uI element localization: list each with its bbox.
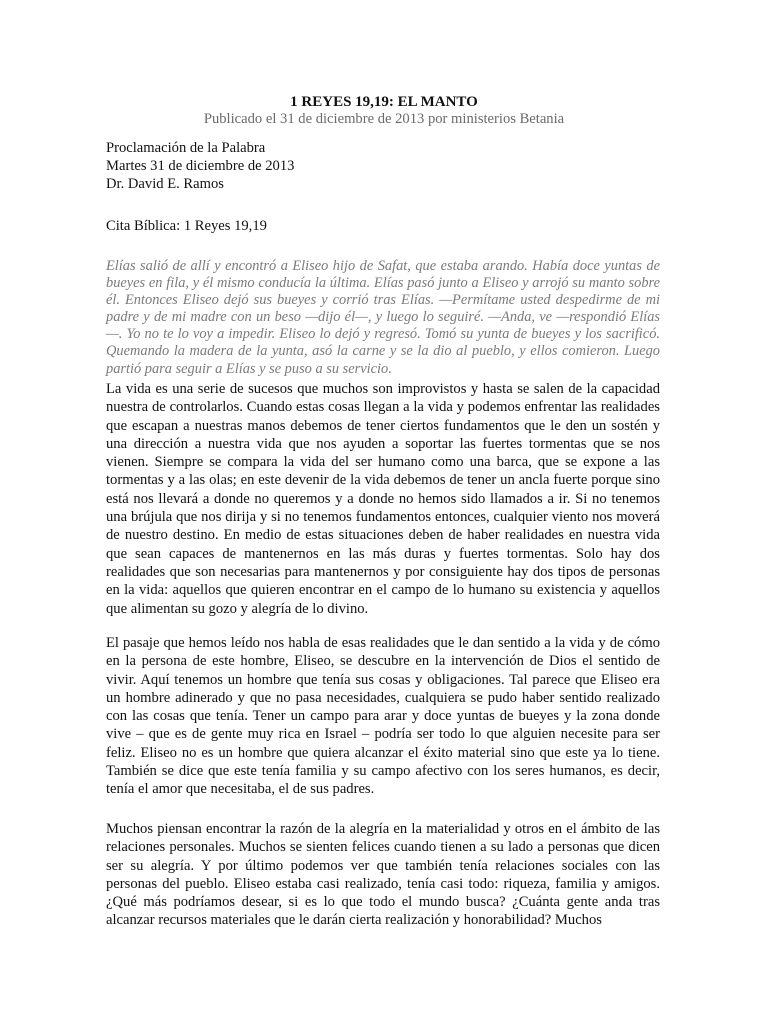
body-paragraph-3: Muchos piensan encontrar la razón de la alegría en la materialidad y otros en el ámbito de las relaciones personales. Muchos se sienten felices cuando tienen a su lado a personas que dicen ser su alegría. Y por último podemos ver que también tenía relaciones sociales con las personas del pueblo. Eliseo estaba casi realizado, tenía casi todo: riqueza, familia y amigos. ¿Qué más podríamos desear, si es lo que todo el mundo busca? ¿Cuánta gente anda tras alcanzar recursos materiales que le darán cierta realización y honorabilidad? Muchos [106, 821, 660, 929]
publication-line: Publicado el 31 de diciembre de 2013 por ministerios Betania [203, 111, 565, 127]
bible-citation: Cita Bíblica: 1 Reyes 19,19 [106, 218, 267, 234]
body-paragraph-2: El pasaje que hemos leído nos habla de esas realidades que le dan sentido a la vida y de cómo en la persona de este hombre, Eliseo, se descubre en la intervención de Dios el sentido de vivir. Aquí tenemos un hombre que tenía sus cosas y obligaciones. Tal parece que Eliseo era un hombre adinerado y que no pasa necesidades, cualquiera se pudo haber sentido realizado con las cosas que tenía. Tener un campo para arar y doce yuntas de bueyes y la zona donde vive – que es de gente muy rica en Israel – podría ser todo lo que alguien necesite para ser feliz. Eliseo no es un hombre que quiera alcanzar el éxito material sino que este ya lo tiene. También se dice que este tenía familia y su campo afectivo con los seres humanos, es decir, tenía el amor que necesitaba, el de sus padres. [106, 635, 660, 798]
body-paragraph-1: La vida es una serie de sucesos que muchos son improvistos y hasta se salen de la capacidad nuestra de controlarlos. Cuando estas cosas llegan a la vida y podemos enfrentar las realidades que escapan a nuestras manos debemos de tener ciertos fundamentos que le den un sostén y una dirección a nuestra vida que nos ayuden a soportar las fuertes tormentas que se nos vienen. Siempre se compara la vida del ser humano como una barca, que se expone a las tormentas y a las olas; en este devenir de la vida debemos de tener un ancla fuerte porque sino está nos llevará a donde no queremos y a donde no hemos sido llamados a ir. Si no tenemos una brújula que nos dirija y si no tenemos fundamentos entonces, cualquier viento nos moverá de nuestro destino. En medio de estas situaciones deben de haber realidades en nuestra vida que sean capaces de mantenernos en las más duras y fuertes tormentas. Solo hay dos realidades que son necesarias para mantenernos y por consiguiente hay dos tipos de personas en la vida: aquellos que quieren encontrar en el campo de lo humano su existencia y aquellos que alimentan su gozo y alegría de lo divino. [106, 381, 660, 617]
header-line-proclamacion: Proclamación de la Palabra [106, 140, 266, 156]
scripture-quote: Elías salió de allí y encontró a Eliseo hijo de Safat, que estaba arando. Había doce yuntas de bueyes en fila, y él mismo conducía la última. Elías pasó junto a Eliseo y arrojó su manto sobre él. Entonces Eliseo dejó sus bueyes y corrió tras Elías. —Permítame usted despedirme de mi padre y de mi madre con un beso —dijo él—, y luego lo seguiré. —Anda, ve —respondió Elías—. Yo no te lo voy a impedir. Eliseo lo dejó y regresó. Tomó su yunta de bueyes y los sacrificó. Quemando la madera de la yunta, asó la carne y se la dio al pueblo, y ellos comieron. Luego partió para seguir a Elías y se puso a su servicio. [106, 258, 660, 377]
header-line-author: Dr. David E. Ramos [106, 176, 224, 192]
header-line-date: Martes 31 de diciembre de 2013 [106, 158, 295, 174]
sermon-header [106, 139, 666, 193]
page-title: 1 REYES 19,19: EL MANTO [290, 94, 478, 110]
